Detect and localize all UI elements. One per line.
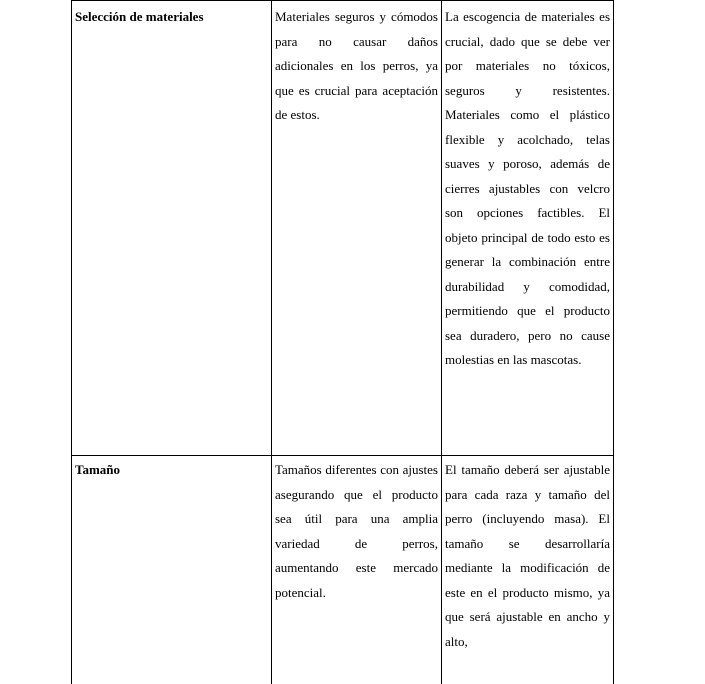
justification-cell: La escogencia de materiales es crucial, dado que se debe ver por materiales no tóxicos, seguros y resistentes. Materiales como el plástico flexible y acolchado, telas suaves y poroso, además de cierres ajustables con velcro son opciones factibles. El objeto principal de todo esto es generar la combinación entre durabilidad y comodidad, permitiendo que el producto sea duradero, pero no cause molestias en las mascotas. [442,1,614,456]
justification-cell: El tamaño deberá ser ajustable para cada raza y tamaño del perro (incluyendo masa). El tamaño se desarrollaría mediante la modificación de este en el producto mismo, ya que será ajustable en ancho y alto, [442,456,614,684]
requirements-table [71,0,614,684]
description-cell: Materiales seguros y cómodos para no causar daños adicionales en los perros, ya que es crucial para aceptación de estos. [272,1,442,456]
table-row [72,1,614,456]
description-cell: Tamaños diferentes con ajustes asegurando que el producto sea útil para una amplia variedad de perros, aumentando este mercado potencial. [272,456,442,684]
table-row [72,456,614,684]
criterion-cell: Selección de materiales [72,1,272,456]
criterion-cell: Tamaño [72,456,272,684]
